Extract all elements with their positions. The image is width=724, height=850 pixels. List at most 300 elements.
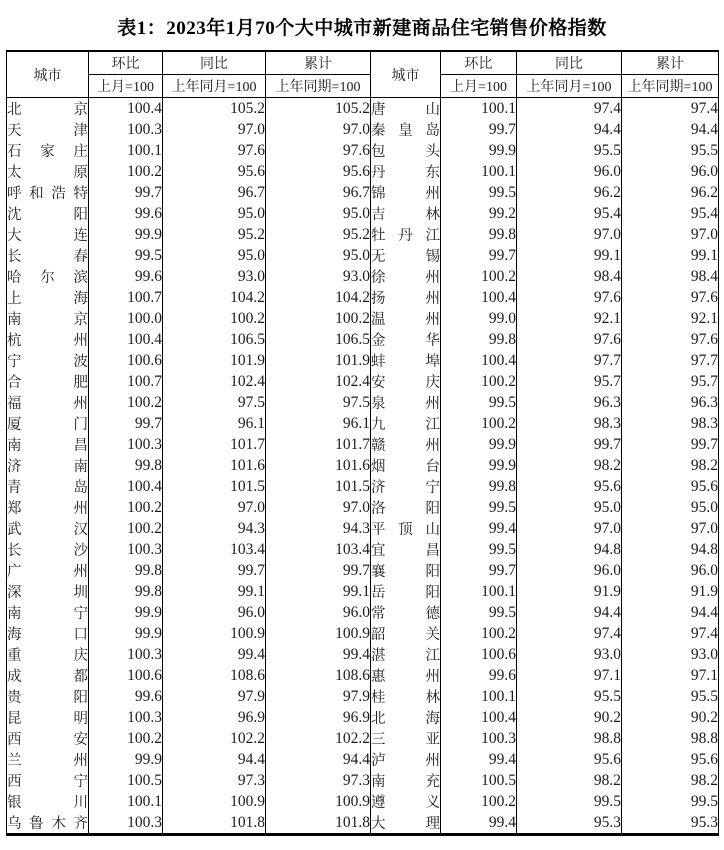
yoy-cell: 95.6 [517, 476, 622, 497]
yoy-cell: 96.9 [163, 707, 266, 728]
cum-cell: 100.9 [266, 623, 371, 644]
cum-cell: 94.4 [622, 602, 719, 623]
city-cell: 泸州 [371, 749, 441, 770]
city-cell: 宜昌 [371, 539, 441, 560]
yoy-cell: 95.5 [517, 686, 622, 707]
cum-cell: 98.3 [622, 413, 719, 434]
mom-cell: 99.4 [441, 749, 517, 770]
city-cell: 厦门 [7, 413, 89, 434]
cum-cell: 97.6 [622, 329, 719, 350]
yoy-cell: 95.7 [517, 371, 622, 392]
city-cell: 郑州 [7, 497, 89, 518]
city-cell: 天津 [7, 119, 89, 140]
header-yoy-right-base: 上年同月=100 [517, 75, 622, 98]
yoy-cell: 96.2 [517, 182, 622, 203]
table-title: 表1：2023年1月70个大中城市新建商品住宅销售价格指数 [117, 18, 607, 39]
yoy-cell: 96.0 [163, 602, 266, 623]
yoy-cell: 92.1 [517, 308, 622, 329]
city-cell: 广州 [7, 560, 89, 581]
city-cell: 遵义 [371, 791, 441, 812]
mom-cell: 100.2 [89, 161, 163, 182]
table-row [7, 728, 719, 749]
yoy-cell: 98.4 [517, 266, 622, 287]
cum-cell: 95.7 [622, 371, 719, 392]
mom-cell: 99.9 [89, 749, 163, 770]
table-row [7, 266, 719, 287]
cum-cell: 92.1 [622, 308, 719, 329]
cum-cell: 94.4 [266, 749, 371, 770]
cum-cell: 102.2 [266, 728, 371, 749]
city-cell: 西宁 [7, 770, 89, 791]
cum-cell: 106.5 [266, 329, 371, 350]
city-cell: 北京 [7, 98, 89, 120]
header-cum-left: 累计 [266, 51, 371, 75]
cum-cell: 95.4 [622, 203, 719, 224]
yoy-cell: 94.3 [163, 518, 266, 539]
city-cell: 海口 [7, 623, 89, 644]
table-row [7, 245, 719, 266]
yoy-cell: 96.0 [517, 161, 622, 182]
city-cell: 济南 [7, 455, 89, 476]
yoy-cell: 95.4 [517, 203, 622, 224]
city-cell: 平顶山 [371, 518, 441, 539]
mom-cell: 100.1 [89, 791, 163, 812]
mom-cell: 99.4 [441, 812, 517, 835]
mom-cell: 100.2 [89, 518, 163, 539]
mom-cell: 99.9 [441, 434, 517, 455]
city-cell: 烟台 [371, 455, 441, 476]
mom-cell: 100.3 [89, 539, 163, 560]
city-cell: 蚌埠 [371, 350, 441, 371]
mom-cell: 100.6 [89, 665, 163, 686]
yoy-cell: 97.1 [517, 665, 622, 686]
mom-cell: 100.3 [89, 119, 163, 140]
city-cell: 襄阳 [371, 560, 441, 581]
yoy-cell: 96.0 [517, 560, 622, 581]
table-row [7, 287, 719, 308]
cum-cell: 96.0 [622, 161, 719, 182]
city-cell: 呼和浩特 [7, 182, 89, 203]
mom-cell: 99.6 [89, 266, 163, 287]
yoy-cell: 98.2 [517, 770, 622, 791]
cum-cell: 100.9 [266, 791, 371, 812]
yoy-cell: 106.5 [163, 329, 266, 350]
yoy-cell: 104.2 [163, 287, 266, 308]
cum-cell: 93.0 [266, 266, 371, 287]
mom-cell: 100.2 [89, 392, 163, 413]
cum-cell: 95.0 [266, 203, 371, 224]
city-cell: 安庆 [371, 371, 441, 392]
yoy-cell: 97.4 [517, 623, 622, 644]
mom-cell: 99.5 [441, 539, 517, 560]
city-cell: 福州 [7, 392, 89, 413]
yoy-cell: 101.6 [163, 455, 266, 476]
table-row [7, 707, 719, 728]
mom-cell: 99.7 [89, 413, 163, 434]
yoy-cell: 91.9 [517, 581, 622, 602]
mom-cell: 100.4 [89, 329, 163, 350]
table-row [7, 770, 719, 791]
city-cell: 重庆 [7, 644, 89, 665]
mom-cell: 100.3 [89, 812, 163, 835]
cum-cell: 97.4 [622, 623, 719, 644]
yoy-cell: 97.9 [163, 686, 266, 707]
cum-cell: 97.1 [622, 665, 719, 686]
table-row [7, 455, 719, 476]
table-row [7, 140, 719, 161]
city-cell: 丹东 [371, 161, 441, 182]
yoy-cell: 103.4 [163, 539, 266, 560]
cum-cell: 95.5 [622, 686, 719, 707]
yoy-cell: 95.0 [163, 203, 266, 224]
table-row [7, 476, 719, 497]
cum-cell: 95.0 [622, 497, 719, 518]
cum-cell: 97.0 [266, 119, 371, 140]
mom-cell: 100.2 [441, 266, 517, 287]
header-cum-right-base: 上年同期=100 [622, 75, 719, 98]
yoy-cell: 95.6 [163, 161, 266, 182]
mom-cell: 99.6 [89, 686, 163, 707]
mom-cell: 100.4 [89, 98, 163, 120]
yoy-cell: 97.6 [517, 329, 622, 350]
city-cell: 秦皇岛 [371, 119, 441, 140]
yoy-cell: 95.0 [163, 245, 266, 266]
cum-cell: 98.2 [622, 455, 719, 476]
mom-cell: 100.3 [441, 728, 517, 749]
yoy-cell: 93.0 [517, 644, 622, 665]
table-row [7, 98, 719, 120]
mom-cell: 100.3 [89, 707, 163, 728]
cum-cell: 93.0 [622, 644, 719, 665]
city-cell: 昆明 [7, 707, 89, 728]
yoy-cell: 96.1 [163, 413, 266, 434]
mom-cell: 100.4 [89, 476, 163, 497]
cum-cell: 97.0 [622, 224, 719, 245]
header-yoy-left-base: 上年同月=100 [163, 75, 266, 98]
yoy-cell: 96.3 [517, 392, 622, 413]
cum-cell: 98.8 [622, 728, 719, 749]
yoy-cell: 90.2 [517, 707, 622, 728]
table-row [7, 224, 719, 245]
cum-cell: 97.3 [266, 770, 371, 791]
cum-cell: 99.7 [622, 434, 719, 455]
cum-cell: 99.4 [266, 644, 371, 665]
city-cell: 武汉 [7, 518, 89, 539]
cum-cell: 96.3 [622, 392, 719, 413]
mom-cell: 99.4 [441, 518, 517, 539]
cum-cell: 101.6 [266, 455, 371, 476]
cum-cell: 96.0 [266, 602, 371, 623]
cum-cell: 95.2 [266, 224, 371, 245]
city-cell: 南充 [371, 770, 441, 791]
header-mom-left: 环比 [89, 51, 163, 75]
mom-cell: 100.5 [89, 770, 163, 791]
header-cum-left-base: 上年同期=100 [266, 75, 371, 98]
yoy-cell: 108.6 [163, 665, 266, 686]
city-cell: 泉州 [371, 392, 441, 413]
city-cell: 包头 [371, 140, 441, 161]
cum-cell: 94.3 [266, 518, 371, 539]
table-row [7, 329, 719, 350]
table-header [7, 51, 719, 98]
yoy-cell: 101.8 [163, 812, 266, 835]
mom-cell: 99.6 [441, 665, 517, 686]
table-row [7, 308, 719, 329]
table-row [7, 434, 719, 455]
city-cell: 大理 [371, 812, 441, 835]
city-cell: 牡丹江 [371, 224, 441, 245]
table-row [7, 686, 719, 707]
city-cell: 贵阳 [7, 686, 89, 707]
yoy-cell: 94.8 [517, 539, 622, 560]
city-cell: 南宁 [7, 602, 89, 623]
cum-cell: 98.2 [622, 770, 719, 791]
cum-cell: 97.0 [266, 497, 371, 518]
yoy-cell: 99.1 [517, 245, 622, 266]
cum-cell: 100.2 [266, 308, 371, 329]
mom-cell: 100.5 [441, 770, 517, 791]
mom-cell: 99.7 [441, 560, 517, 581]
cum-cell: 91.9 [622, 581, 719, 602]
city-cell: 岳阳 [371, 581, 441, 602]
yoy-cell: 93.0 [163, 266, 266, 287]
city-cell: 吉林 [371, 203, 441, 224]
city-cell: 太原 [7, 161, 89, 182]
cum-cell: 95.5 [622, 140, 719, 161]
city-cell: 济宁 [371, 476, 441, 497]
city-cell: 杭州 [7, 329, 89, 350]
yoy-cell: 97.4 [517, 98, 622, 120]
mom-cell: 99.7 [89, 182, 163, 203]
cum-cell: 101.5 [266, 476, 371, 497]
city-cell: 无锡 [371, 245, 441, 266]
cum-cell: 97.0 [622, 518, 719, 539]
mom-cell: 100.1 [441, 581, 517, 602]
mom-cell: 99.0 [441, 308, 517, 329]
cum-cell: 94.8 [622, 539, 719, 560]
city-cell: 温州 [371, 308, 441, 329]
cum-cell: 103.4 [266, 539, 371, 560]
yoy-cell: 97.5 [163, 392, 266, 413]
cum-cell: 97.7 [622, 350, 719, 371]
yoy-cell: 97.7 [517, 350, 622, 371]
yoy-cell: 99.7 [517, 434, 622, 455]
cum-cell: 97.5 [266, 392, 371, 413]
city-cell: 徐州 [371, 266, 441, 287]
mom-cell: 100.6 [441, 644, 517, 665]
table-row [7, 413, 719, 434]
mom-cell: 99.8 [441, 329, 517, 350]
mom-cell: 99.6 [89, 203, 163, 224]
city-cell: 银川 [7, 791, 89, 812]
yoy-cell: 95.0 [517, 497, 622, 518]
header-row-sub [7, 75, 719, 98]
mom-cell: 100.7 [89, 287, 163, 308]
city-cell: 九江 [371, 413, 441, 434]
city-cell: 北海 [371, 707, 441, 728]
mom-cell: 100.6 [89, 350, 163, 371]
cum-cell: 101.7 [266, 434, 371, 455]
table-row [7, 623, 719, 644]
table-row [7, 119, 719, 140]
yoy-cell: 97.6 [517, 287, 622, 308]
city-cell: 湛江 [371, 644, 441, 665]
header-mom-right: 环比 [441, 51, 517, 75]
mom-cell: 99.5 [89, 245, 163, 266]
mom-cell: 100.1 [89, 140, 163, 161]
cum-cell: 96.9 [266, 707, 371, 728]
mom-cell: 100.4 [441, 287, 517, 308]
mom-cell: 100.2 [89, 497, 163, 518]
mom-cell: 99.8 [441, 224, 517, 245]
city-cell: 韶关 [371, 623, 441, 644]
header-city-right: 城市 [371, 51, 441, 98]
table-row [7, 581, 719, 602]
cum-cell: 95.3 [622, 812, 719, 835]
mom-cell: 100.2 [89, 728, 163, 749]
city-cell: 西安 [7, 728, 89, 749]
mom-cell: 99.9 [441, 140, 517, 161]
yoy-cell: 97.3 [163, 770, 266, 791]
mom-cell: 99.8 [89, 560, 163, 581]
header-yoy-left: 同比 [163, 51, 266, 75]
cum-cell: 101.9 [266, 350, 371, 371]
city-cell: 赣州 [371, 434, 441, 455]
yoy-cell: 102.2 [163, 728, 266, 749]
city-cell: 锦州 [371, 182, 441, 203]
yoy-cell: 97.6 [163, 140, 266, 161]
city-cell: 宁波 [7, 350, 89, 371]
yoy-cell: 98.8 [517, 728, 622, 749]
table-row [7, 371, 719, 392]
mom-cell: 99.5 [441, 392, 517, 413]
cum-cell: 97.4 [622, 98, 719, 120]
mom-cell: 100.1 [441, 98, 517, 120]
yoy-cell: 95.6 [517, 749, 622, 770]
header-mom-left-base: 上月=100 [89, 75, 163, 98]
city-cell: 桂林 [371, 686, 441, 707]
table-row [7, 182, 719, 203]
cum-cell: 90.2 [622, 707, 719, 728]
table-row [7, 518, 719, 539]
header-city-left: 城市 [7, 51, 89, 98]
city-cell: 乌鲁木齐 [7, 812, 89, 835]
mom-cell: 99.2 [441, 203, 517, 224]
mom-cell: 99.9 [89, 623, 163, 644]
table-row [7, 497, 719, 518]
mom-cell: 100.2 [441, 413, 517, 434]
cum-cell: 97.6 [622, 287, 719, 308]
city-cell: 金华 [371, 329, 441, 350]
city-cell: 哈尔滨 [7, 266, 89, 287]
mom-cell: 99.9 [89, 602, 163, 623]
city-cell: 长春 [7, 245, 89, 266]
yoy-cell: 100.9 [163, 623, 266, 644]
table-row [7, 203, 719, 224]
city-cell: 青岛 [7, 476, 89, 497]
mom-cell: 100.4 [441, 707, 517, 728]
city-cell: 南京 [7, 308, 89, 329]
city-cell: 常德 [371, 602, 441, 623]
city-cell: 唐山 [371, 98, 441, 120]
yoy-cell: 101.9 [163, 350, 266, 371]
cum-cell: 104.2 [266, 287, 371, 308]
yoy-cell: 99.1 [163, 581, 266, 602]
cum-cell: 102.4 [266, 371, 371, 392]
city-cell: 兰州 [7, 749, 89, 770]
cum-cell: 98.4 [622, 266, 719, 287]
mom-cell: 99.5 [441, 602, 517, 623]
table-row [7, 602, 719, 623]
cum-cell: 96.0 [622, 560, 719, 581]
yoy-cell: 101.7 [163, 434, 266, 455]
city-cell: 大连 [7, 224, 89, 245]
table-row [7, 539, 719, 560]
mom-cell: 100.7 [89, 371, 163, 392]
mom-cell: 100.4 [441, 350, 517, 371]
table-row [7, 392, 719, 413]
mom-cell: 100.1 [441, 161, 517, 182]
cum-cell: 97.9 [266, 686, 371, 707]
cum-cell: 96.2 [622, 182, 719, 203]
yoy-cell: 97.0 [517, 224, 622, 245]
mom-cell: 100.0 [89, 308, 163, 329]
yoy-cell: 101.5 [163, 476, 266, 497]
yoy-cell: 95.2 [163, 224, 266, 245]
city-cell: 合肥 [7, 371, 89, 392]
yoy-cell: 94.4 [517, 119, 622, 140]
city-cell: 南昌 [7, 434, 89, 455]
yoy-cell: 105.2 [163, 98, 266, 120]
cum-cell: 108.6 [266, 665, 371, 686]
yoy-cell: 95.5 [517, 140, 622, 161]
price-index-table [6, 50, 719, 836]
page [0, 13, 724, 850]
yoy-cell: 100.2 [163, 308, 266, 329]
mom-cell: 99.5 [441, 182, 517, 203]
table-row [7, 665, 719, 686]
cum-cell: 101.8 [266, 812, 371, 835]
city-cell: 惠州 [371, 665, 441, 686]
mom-cell: 99.9 [89, 224, 163, 245]
cum-cell: 105.2 [266, 98, 371, 120]
cum-cell: 95.0 [266, 245, 371, 266]
yoy-cell: 94.4 [163, 749, 266, 770]
mom-cell: 99.7 [441, 245, 517, 266]
mom-cell: 99.8 [89, 581, 163, 602]
cum-cell: 99.5 [622, 791, 719, 812]
city-cell: 洛阳 [371, 497, 441, 518]
table-row [7, 791, 719, 812]
mom-cell: 100.2 [441, 371, 517, 392]
mom-cell: 99.5 [441, 497, 517, 518]
cum-cell: 99.1 [266, 581, 371, 602]
cum-cell: 99.7 [266, 560, 371, 581]
header-yoy-right: 同比 [517, 51, 622, 75]
yoy-cell: 98.3 [517, 413, 622, 434]
cum-cell: 95.6 [266, 161, 371, 182]
city-cell: 上海 [7, 287, 89, 308]
table-row [7, 749, 719, 770]
city-cell: 石家庄 [7, 140, 89, 161]
city-cell: 沈阳 [7, 203, 89, 224]
city-cell: 深圳 [7, 581, 89, 602]
mom-cell: 99.9 [441, 455, 517, 476]
yoy-cell: 102.4 [163, 371, 266, 392]
yoy-cell: 96.7 [163, 182, 266, 203]
yoy-cell: 95.3 [517, 812, 622, 835]
cum-cell: 95.6 [622, 749, 719, 770]
